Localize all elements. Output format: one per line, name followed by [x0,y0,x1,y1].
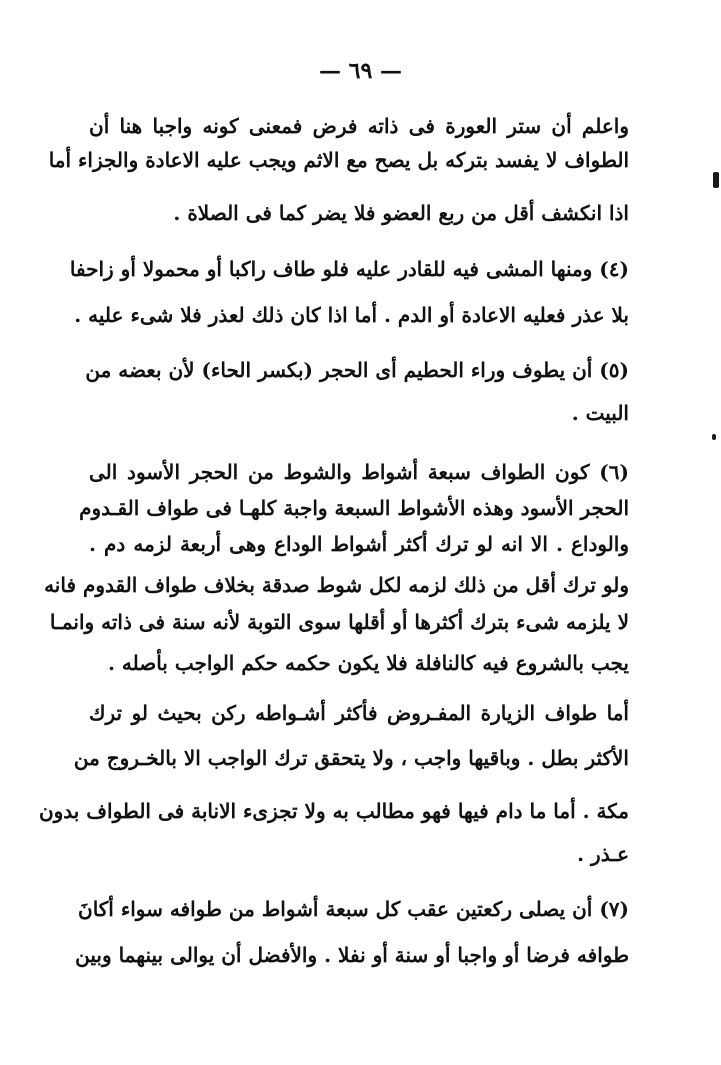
text-line: (٦) كون الطواف سبعة أشواط والشوط من الحجر الأسود الى [89,460,629,484]
text-line: الحجر الأسود وهذه الأشواط السبعة واجبة كلهـا فى طواف القـدوم [79,496,629,520]
text-line: بلا عذر فعليه الاعادة أو الدم . أما اذا كان ذلك لعذر فلا شىء عليه . [74,303,629,327]
text-line: يجب بالشروع فيه كالنافلة فلا يكون حكمه حكم الواجب بأصله . [107,651,629,675]
page-number: — ٦٩ — [319,58,402,84]
text-line: (٧) أن يصلى ركعتين عقب كل سبعة أشواط من طوافه سواء أكانَ [78,897,629,921]
text-line: البيت . [571,401,629,425]
text-line: لا يلزمه شىء بترك أكثرها أو أقلها سوى التوبة لأنه سنة فى ذاته وانمـا [49,610,629,634]
text-line: (٥) أن يطوف وراء الحطيم أى الحجر (بكسر الحاء) لأن بعضه من [85,358,629,382]
text-line: الطواف لا يفسد بتركه بل يصح مع الاثم ويجب عليه الاعادة والجزاء أما [48,148,629,172]
text-line: والوداع . الا انه لو ترك أكثر أشواط الوداع وهى أربعة لزمه دم . [89,532,629,556]
text-line: (٤) ومنها المشى فيه للقادر عليه فلو طاف راكبا أو محمولا أو زاحفا [69,257,629,281]
text-line: اذا انكشف أقل من ربع العضو فلا يضر كما فى الصلاة . [173,201,629,225]
text-line: الأكثر بطل . وباقيها واجب ، ولا يتحقق ترك الواجب الا بالخـروج من [73,746,629,770]
text-line: طوافه فرضا أو واجبا أو سنة أو نفلا . والأفضل أن يوالى بينهما وبين [75,943,629,967]
text-line: ولو ترك أقل من ذلك لزمه لكل شوط صدقة بخلاف طواف القدوم فانه [44,573,629,597]
text-line: مكة . أما ما دام فيها فهو مطالب به ولا تجزىء الانابة فى الطواف بدون [38,799,629,823]
scan-mark [713,172,719,188]
text-line: واعلم أن ستر العورة فى ذاته فرض فمعنى كونه واجبا هنا أن [89,114,630,138]
scan-mark [712,434,716,440]
text-line: أما طواف الزيارة المفـروض فأكثر أشـواطه ركن بحيث لو ترك [89,701,629,725]
text-line: عـذر . [577,842,629,866]
